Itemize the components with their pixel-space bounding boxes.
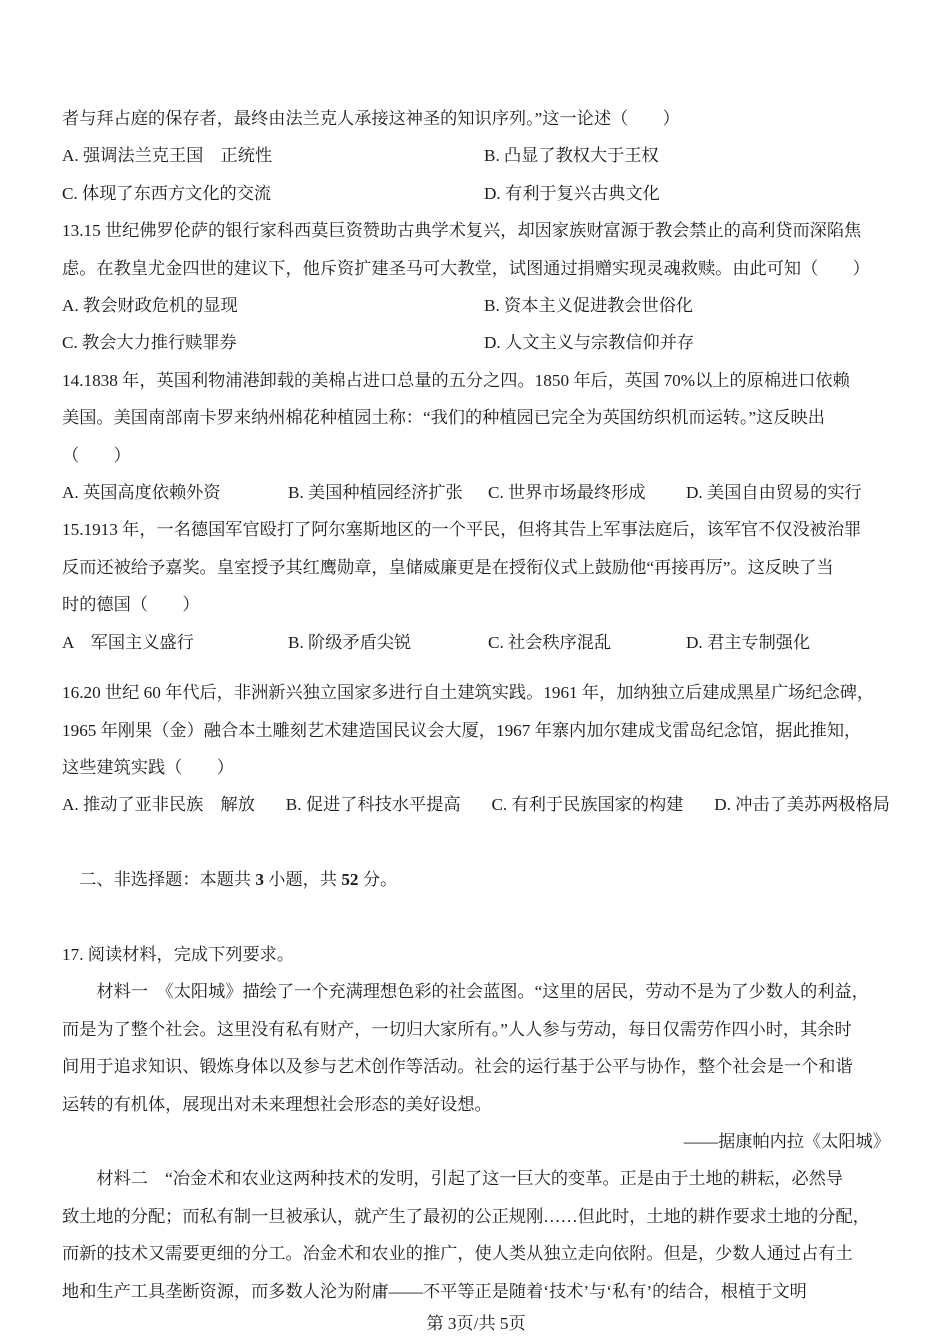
question-15-stem-line-2: 反而还被给予嘉奖。皇室授予其红鹰勋章，皇储威廉更是在授衔仪式上鼓励他“再接再厉”。这反映了当 [62,557,834,577]
page-number-indicator: 第 3页/共 5页 [426,1314,526,1333]
question-15-option-a: A 军国主义盛行 [62,632,194,652]
question-16-stem-line-2: 1965 年刚果（金）融合本土雕刻艺术建造国民议会大厦，1967 年寨内加尔建成戈雷岛纪念馆，据此推知， [62,720,862,740]
question-12-option-a: A. 强调法兰克王国 正统性 [62,146,273,166]
question-12-option-b: B. 凸显了教权大于王权 [484,146,659,166]
question-15-option-c: C. 社会秩序混乱 [488,632,612,652]
question-16-options-row [62,786,890,823]
question-13-stem-line-1: 13.15 世纪佛罗伦萨的银行家科西莫巨资赞助古典学术复兴，却因家族财富源于教会禁止的高利贷而深陷焦 [62,221,862,241]
question-15-stem-line-1: 15.1913 年，一名德国军官殴打了阿尔塞斯地区的一个平民，但将其告上军事法庭后，该军官不仅没被治罪 [62,520,862,540]
question-14-stem-line-3: （ ） [62,445,131,465]
question-14-stem-line-2: 美国。美国南部南卡罗来纳州棉花种植园土称：“我们的种植园已完全为英国纺织机而运转。”这反映出 [62,408,825,428]
question-15 [62,511,890,661]
question-16-option-c: C. 有利于民族国家的构建 [491,795,684,815]
material-1-source: ——据康帕内拉《太阳城》 [683,1131,890,1151]
question-15-stem-line-3: 时的德国（ ） [62,595,200,615]
question-13-option-d: D. 人文主义与宗教信仰并存 [484,333,695,353]
question-14-option-b: B. 美国种植园经济扩张 [288,483,463,503]
section-2-header-text-1: 二、非选择题：本题共 [79,870,256,890]
question-16 [62,674,890,824]
question-16-stem-line-3: 这些建筑实践（ ） [62,757,234,777]
question-14-stem-line-1: 14.1838 年，英国利物浦港卸载的美棉占进口总量的五分之四。1850 年后，英国 70%以上的原棉进口依赖 [62,370,850,390]
question-12-options-row-1 [62,137,890,174]
question-12-options-row-2 [62,175,890,212]
question-13-option-c: C. 教会大力推行赎罪券 [62,333,237,353]
question-13 [62,212,890,362]
question-13-option-a: A. 教会财政危机的显现 [62,296,238,316]
question-16-option-d: D. 冲击了美苏两极格局 [714,795,890,815]
question-15-option-d: D. 君主专制强化 [686,632,811,652]
question-15-options-row [62,624,890,661]
question-12-stem-tail: 者与拜占庭的保存者，最终由法兰克人承接这神圣的知识序列。”这一论述（ ） [62,109,680,128]
section-2-question-count: 3 [255,870,264,890]
question-14-option-d: D. 美国自由贸易的实行 [686,483,862,503]
question-14 [62,362,890,512]
question-16-option-b: B. 促进了科技水平提高 [285,795,461,815]
material-1-line-3: 间用于追求知识、锻炼身体以及参与艺术创作等活动。社会的运行基于公平与协作，整个社会是一个和谐 [62,1057,853,1077]
section-2-header-text-2: 小题，共 [263,870,342,890]
section-2-header-text-3: 分。 [358,870,398,890]
question-17-intro: 17. 阅读材料，完成下列要求。 [62,944,295,964]
question-17-material-1 [62,973,890,1160]
question-14-options-row [62,474,890,511]
material-2-line-3: 而新的技术又需要更细的分工。冶金术和农业的推广，使人类从独立走向依附。但是，少数人通过占有土 [62,1244,853,1264]
question-12 [62,100,890,212]
material-1-line-2: 而是为了整个社会。这里没有私有财产，一切归大家所有。”人人参与劳动，每日仅需劳作四小时，其余时 [62,1019,852,1039]
question-13-options-row-1 [62,287,890,324]
question-17 [62,936,890,1310]
question-12-option-c: C. 体现了东西方文化的交流 [62,183,272,203]
material-2-line-2: 致土地的分配；而私有制一旦被承认，就产生了最初的公正规刚……但此时，土地的耕作要求土地的分配， [62,1206,870,1226]
question-12-option-d: D. 有利于复兴古典文化 [484,183,660,203]
material-1-line-4: 运转的有机体，展现出对未来理想社会形态的美好设想。 [62,1094,492,1114]
question-17-material-2 [62,1160,890,1310]
question-16-stem-line-1: 16.20 世纪 60 年代后，非洲新兴独立国家多进行自土建筑实践。1961 年，加纳独立后建成黑星广场纪念碑， [62,683,875,703]
material-2-line-4: 地和生产工具垄断资源，而多数人沦为附庸——不平等正是随着‘技术’与‘私有’的结合，根植于文明 [62,1281,807,1301]
question-14-option-a: A. 英国高度依赖外资 [62,483,221,503]
question-13-option-b: B. 资本主义促进教会世俗化 [484,296,694,316]
question-15-option-b: B. 阶级矛盾尖锐 [288,632,412,652]
question-13-options-row-2 [62,324,890,361]
question-16-option-a: A. 推动了亚非民族 解放 [62,795,255,815]
material-1-line-1: 材料一 《太阳城》描绘了一个充满理想色彩的社会蓝图。“这里的居民，劳动不是为了少数人的利益， [96,982,869,1002]
question-14-option-c: C. 世界市场最终形成 [488,483,646,503]
question-13-stem-line-2: 虑。在教皇尤金四世的建议下，他斥资扩建圣马可大教堂，试图通过捐赠实现灵魂救赎。由此可知（ ） [62,258,870,278]
material-2-line-1: 材料二 “冶金术和农业这两种技术的发明，引起了这一巨大的变革。正是由于土地的耕耘，必然导 [96,1169,844,1189]
section-2-total-points: 52 [341,870,359,890]
section-2-header [62,824,890,936]
